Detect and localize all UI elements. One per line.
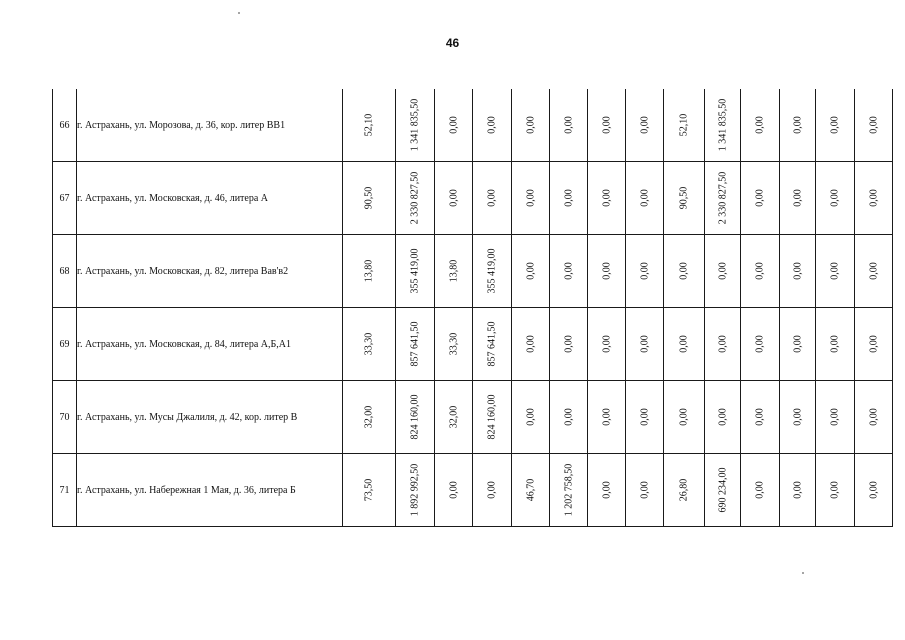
- value-text: 0,00: [525, 335, 536, 353]
- value-text: 90,50: [363, 186, 375, 210]
- value-text: 690 234,00: [717, 467, 728, 513]
- value-cell: [855, 454, 893, 527]
- value-text: 0,00: [754, 262, 766, 280]
- value-text: 0,00: [829, 335, 841, 353]
- value-text: 0,00: [792, 189, 803, 207]
- value-text: 0,00: [792, 116, 803, 134]
- value-text: 0,00: [678, 335, 690, 353]
- value-cell: [816, 454, 855, 527]
- value-text: 0,00: [868, 189, 879, 207]
- value-cell: [816, 235, 855, 308]
- value-cell: [741, 308, 780, 381]
- value-cell: [343, 89, 396, 162]
- table-row: [53, 454, 893, 527]
- value-cell: [664, 454, 705, 527]
- table-row: [53, 162, 893, 235]
- value-cell: [343, 308, 396, 381]
- value-cell: [512, 162, 550, 235]
- scan-speck: [238, 12, 240, 14]
- value-cell: [473, 308, 512, 381]
- value-text: 0,00: [754, 408, 766, 426]
- value-cell: [741, 235, 780, 308]
- value-text: 32,00: [363, 405, 375, 429]
- value-text: 33,30: [448, 332, 459, 356]
- value-cell: [512, 454, 550, 527]
- value-text: 0,00: [601, 335, 612, 353]
- value-cell: [435, 235, 473, 308]
- value-text: 0,00: [868, 262, 879, 280]
- value-text: 90,50: [678, 186, 690, 210]
- value-text: 0,00: [792, 481, 803, 499]
- value-cell: [435, 454, 473, 527]
- value-cell: [396, 381, 435, 454]
- table-row: [53, 235, 893, 308]
- value-text: 0,00: [717, 408, 728, 426]
- address-cell: г. Астрахань, ул. Московская, д. 84, литера А,Б,А1: [77, 308, 343, 381]
- value-cell: [550, 308, 588, 381]
- row-number: 71: [53, 454, 77, 527]
- value-cell: [780, 454, 816, 527]
- value-text: 0,00: [601, 481, 612, 499]
- value-cell: [343, 162, 396, 235]
- value-text: 0,00: [448, 481, 459, 499]
- value-text: 0,00: [563, 335, 574, 353]
- page-number: 46: [445, 36, 460, 50]
- value-cell: [664, 162, 705, 235]
- value-text: 0,00: [829, 189, 841, 207]
- value-text: 0,00: [868, 335, 879, 353]
- value-cell: [588, 381, 626, 454]
- value-text: 355 419,00: [409, 248, 421, 294]
- value-text: 1 202 758,50: [563, 463, 574, 517]
- value-cell: [435, 162, 473, 235]
- value-cell: [473, 381, 512, 454]
- address-cell: г. Астрахань, ул. Морозова, д. 36, кор. литер ВВ1: [77, 89, 343, 162]
- value-text: 0,00: [639, 335, 650, 353]
- value-text: 0,00: [829, 408, 841, 426]
- value-cell: [780, 162, 816, 235]
- value-text: 2 330 827,50: [409, 171, 421, 225]
- value-cell: [626, 235, 664, 308]
- value-text: 0,00: [678, 408, 690, 426]
- value-text: 0,00: [792, 408, 803, 426]
- value-text: 0,00: [829, 262, 841, 280]
- value-cell: [550, 162, 588, 235]
- value-cell: [588, 162, 626, 235]
- row-number: 70: [53, 381, 77, 454]
- value-text: 46,70: [525, 478, 536, 502]
- value-cell: [626, 89, 664, 162]
- value-cell: [741, 162, 780, 235]
- table-row: [53, 381, 893, 454]
- value-text: 0,00: [717, 262, 728, 280]
- scan-speck: [802, 572, 804, 574]
- value-cell: [855, 381, 893, 454]
- value-cell: [816, 162, 855, 235]
- value-cell: [588, 89, 626, 162]
- value-text: 824 160,00: [409, 394, 421, 440]
- value-text: 0,00: [486, 116, 498, 134]
- value-text: 0,00: [563, 262, 574, 280]
- value-text: 0,00: [792, 262, 803, 280]
- value-text: 0,00: [601, 408, 612, 426]
- value-cell: [626, 308, 664, 381]
- value-cell: [473, 235, 512, 308]
- value-cell: [435, 308, 473, 381]
- value-cell: [343, 454, 396, 527]
- value-text: 0,00: [639, 262, 650, 280]
- value-cell: [664, 235, 705, 308]
- value-cell: [664, 308, 705, 381]
- value-cell: [588, 235, 626, 308]
- value-text: 0,00: [868, 116, 879, 134]
- value-cell: [855, 89, 893, 162]
- value-text: 0,00: [525, 189, 536, 207]
- row-number: 68: [53, 235, 77, 308]
- value-text: 0,00: [754, 189, 766, 207]
- value-cell: [780, 381, 816, 454]
- value-text: 0,00: [717, 335, 728, 353]
- value-cell: [550, 89, 588, 162]
- value-cell: [816, 89, 855, 162]
- row-number: 69: [53, 308, 77, 381]
- value-text: 0,00: [563, 116, 574, 134]
- value-text: 0,00: [678, 262, 690, 280]
- value-text: 13,80: [448, 259, 459, 283]
- value-text: 0,00: [639, 189, 650, 207]
- data-table: [52, 89, 893, 527]
- value-text: 0,00: [868, 408, 879, 426]
- value-text: 857 641,50: [409, 321, 421, 367]
- value-cell: [512, 381, 550, 454]
- value-cell: [780, 235, 816, 308]
- value-cell: [343, 235, 396, 308]
- value-cell: [435, 381, 473, 454]
- value-cell: [664, 89, 705, 162]
- value-cell: [626, 381, 664, 454]
- value-text: 0,00: [601, 189, 612, 207]
- table-body: [53, 89, 893, 527]
- value-text: 13,80: [363, 259, 375, 283]
- value-cell: [705, 454, 741, 527]
- value-cell: [741, 454, 780, 527]
- address-cell: г. Астрахань, ул. Набережная 1 Мая, д. 36, литера Б: [77, 454, 343, 527]
- value-text: 1 341 835,50: [409, 98, 421, 152]
- value-text: 26,80: [678, 478, 690, 502]
- value-text: 0,00: [754, 116, 766, 134]
- value-text: 0,00: [754, 481, 766, 499]
- value-cell: [705, 89, 741, 162]
- value-text: 0,00: [486, 481, 498, 499]
- row-number: 66: [53, 89, 77, 162]
- value-cell: [435, 89, 473, 162]
- value-text: 32,00: [448, 405, 459, 429]
- value-text: 0,00: [448, 116, 459, 134]
- value-text: 52,10: [363, 113, 375, 137]
- value-cell: [780, 89, 816, 162]
- value-cell: [550, 454, 588, 527]
- value-cell: [780, 308, 816, 381]
- value-cell: [343, 381, 396, 454]
- value-cell: [855, 308, 893, 381]
- value-text: 0,00: [448, 189, 459, 207]
- table-row: [53, 89, 893, 162]
- value-cell: [741, 381, 780, 454]
- value-cell: [512, 89, 550, 162]
- value-text: 0,00: [754, 335, 766, 353]
- value-text: 0,00: [639, 408, 650, 426]
- value-cell: [664, 381, 705, 454]
- value-cell: [473, 454, 512, 527]
- value-text: 0,00: [601, 116, 612, 134]
- value-cell: [396, 89, 435, 162]
- value-cell: [550, 381, 588, 454]
- value-text: 355 419,00: [486, 248, 498, 294]
- value-text: 0,00: [525, 408, 536, 426]
- address-cell: г. Астрахань, ул. Мусы Джалиля, д. 42, кор. литер В: [77, 381, 343, 454]
- value-text: 0,00: [829, 116, 841, 134]
- value-text: 0,00: [525, 116, 536, 134]
- value-text: 857 641,50: [486, 321, 498, 367]
- value-cell: [705, 162, 741, 235]
- address-cell: г. Астрахань, ул. Московская, д. 46, литера А: [77, 162, 343, 235]
- value-text: 0,00: [601, 262, 612, 280]
- value-text: 0,00: [868, 481, 879, 499]
- value-text: 0,00: [829, 481, 841, 499]
- value-text: 0,00: [525, 262, 536, 280]
- value-text: 33,30: [363, 332, 375, 356]
- address-cell: г. Астрахань, ул. Московская, д. 82, литера Вав'в2: [77, 235, 343, 308]
- value-cell: [396, 235, 435, 308]
- value-cell: [396, 454, 435, 527]
- value-cell: [473, 89, 512, 162]
- value-text: 1 892 992,50: [409, 463, 421, 517]
- value-cell: [396, 162, 435, 235]
- value-cell: [473, 162, 512, 235]
- row-number: 67: [53, 162, 77, 235]
- value-cell: [396, 308, 435, 381]
- value-text: 2 330 827,50: [717, 171, 728, 225]
- value-cell: [512, 235, 550, 308]
- table-row: [53, 308, 893, 381]
- value-cell: [705, 235, 741, 308]
- value-cell: [855, 162, 893, 235]
- value-cell: [550, 235, 588, 308]
- value-cell: [626, 162, 664, 235]
- value-text: 0,00: [792, 335, 803, 353]
- value-text: 52,10: [678, 113, 690, 137]
- value-cell: [855, 235, 893, 308]
- value-cell: [816, 308, 855, 381]
- value-text: 0,00: [563, 408, 574, 426]
- value-cell: [512, 308, 550, 381]
- value-text: 0,00: [563, 189, 574, 207]
- value-text: 1 341 835,50: [717, 98, 728, 152]
- value-cell: [588, 308, 626, 381]
- value-cell: [588, 454, 626, 527]
- value-text: 0,00: [639, 481, 650, 499]
- value-cell: [741, 89, 780, 162]
- value-text: 0,00: [486, 189, 498, 207]
- value-text: 0,00: [639, 116, 650, 134]
- value-cell: [705, 308, 741, 381]
- value-text: 824 160,00: [486, 394, 498, 440]
- value-cell: [816, 381, 855, 454]
- value-cell: [626, 454, 664, 527]
- value-cell: [705, 381, 741, 454]
- value-text: 73,50: [363, 478, 375, 502]
